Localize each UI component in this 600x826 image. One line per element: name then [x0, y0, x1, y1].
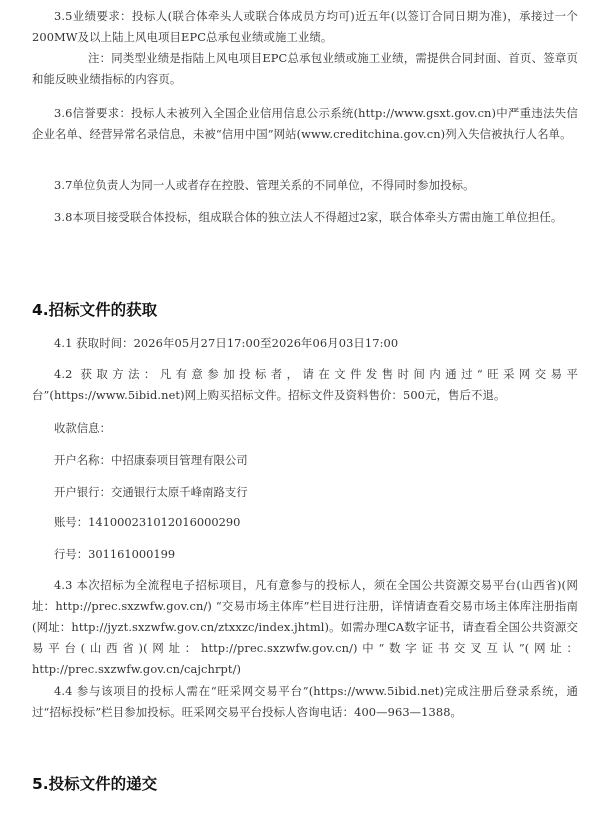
section-5-heading: 5.投标文件的递交	[32, 775, 158, 793]
account-number: 账号：141000231012016000290	[54, 515, 241, 529]
section-4-heading: 4.招标文件的获取	[32, 301, 158, 319]
requirement-3-7: 3.7单位负责人为同一人或者存在控股、管理关系的不同单位，不得同时参加投标。	[54, 178, 475, 192]
requirement-3-6: 3.6信誉要求：投标人未被列入全国企业信用信息公示系统(http://www.gsxt.gov.cn)中严重违法失信企业名单、经营异常名录信息，未被“信用中国”网站(www.creditchina.gov.cn)列入失信被执行人名单。	[32, 106, 578, 141]
bank-number: 行号：301161000199	[54, 547, 176, 561]
item-4-2: 4.2 获取方法：凡有意参加投标者，请在文件发售时间内通过“旺采网交易平台”(https://www.5ibid.net)网上购买招标文件。招标文件及资料售价：500元，售后不退。	[32, 367, 578, 402]
requirement-3-5-note: 注：同类型业绩是指陆上风电项目EPC总承包业绩或施工业绩，需提供合同封面、首页、签章页和能反映业绩指标的内容页。	[32, 51, 578, 86]
account-name: 开户名称：中招康泰项目管理有限公司	[54, 453, 248, 467]
payee-info-label: 收款信息：	[54, 421, 111, 435]
requirement-3-5: 3.5业绩要求：投标人(联合体牵头人或联合体成员方均可)近五年(以签订合同日期为准)，承接过一个200MW及以上陆上风电项目EPC总承包业绩或施工业绩。	[32, 9, 578, 44]
item-4-1: 4.1 获取时间：2026年05月27日17:00至2026年06月03日17:00	[54, 336, 399, 350]
item-4-4: 4.4 参与该项目的投标人需在“旺采网交易平台”(https://www.5ibid.net)完成注册后登录系统，通过“招标投标”栏目参加投标。旺采网交易平台投标人咨询电话：400—963—1388。	[32, 684, 578, 719]
item-4-3: 4.3 本次招标为全流程电子招标项目，凡有意参与的投标人，须在全国公共资源交易平台(山西省)(网址：http://prec.sxzwfw.gov.cn/) “交易市场主体库”栏目进行注册，详情请查看交易市场主体库注册指南(网址：http://jyzt.sxzwfw.gov.cn/ztxxzc/index.jhtml)。如需办理CA数字证书，请查看全国公共资源交易平台(山西省)(网址：http://prec.sxzwfw.gov.cn/)中“数字证书交叉互认”(网址：http://prec.sxzwfw.gov.cn/cajchrpt/)	[32, 578, 578, 676]
requirement-3-8: 3.8本项目接受联合体投标，组成联合体的独立法人不得超过2家，联合体牵头方需由施工单位担任。	[54, 210, 563, 224]
bank-name: 开户银行：交通银行太原千峰南路支行	[54, 485, 248, 499]
